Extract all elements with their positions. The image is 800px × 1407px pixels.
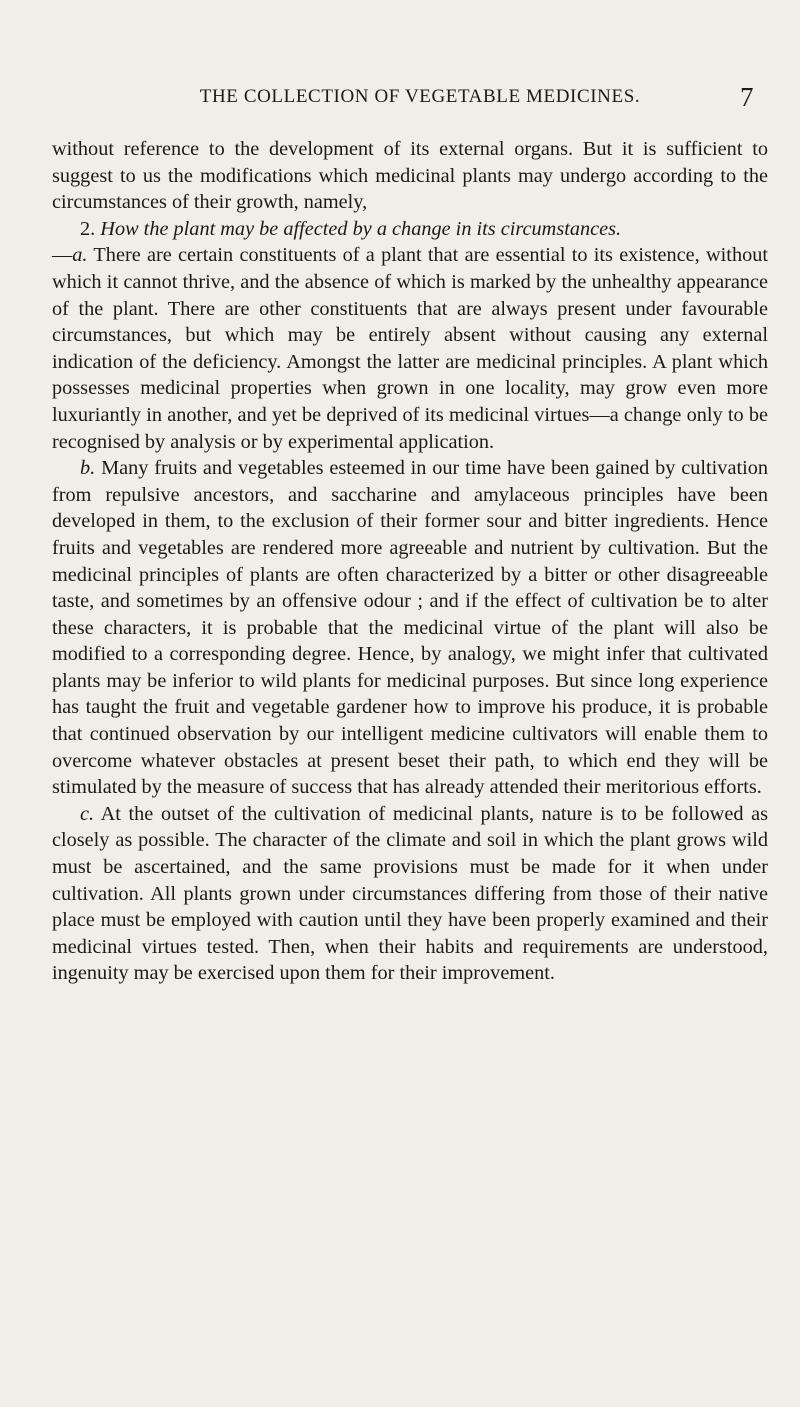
paragraph-section-2 xyxy=(52,216,768,455)
paragraph-text: There are certain constituents of a plant that are essential to its existence, without which it cannot thrive, and the absence of which is marked by the unhealthy appearance of the plant. There are other constituents that are always present under favourable circumstances, but which may be entirely absent without causing any external indication of the deficiency. Amongst the latter are medicinal principles. A plant which possesses medicinal properties when grown in one locality, may grow even more luxuriantly in another, and yet be deprived of its medicinal virtues—a change only to be recognised by analysis or by experimental application. xyxy=(52,244,768,453)
paragraph-text: Many fruits and vegetables esteemed in our time have been gained by cultivation from repulsive ancestors, and saccharine and amylaceous principles have been developed in them, to the exclusion of their former sour and bitter ingredients. Hence fruits and vegetables are rendered more agreeable and nutrient by cultivation. But the medicinal principles of plants are often characterized by a bitter or other disagreeable taste, and sometimes by an offensive odour ; and if the effect of cultivation be to alter these characters, it is probable that the medicinal virtue of the plant will also be modified to a corresponding degree. Hence, by analogy, we might infer that cultivated plants may be inferior to wild plants for medicinal purposes. But since long experience has taught the fruit and vegetable gardener how to improve his produce, it is probable that continued observation by our intelligent medicine cultivators will enable them to overcome whatever obstacles at present beset their path, to which end they will be stimulated by the measure of success that has already attended their meritorious efforts. xyxy=(52,457,768,799)
subsection-marker-c: c. xyxy=(80,802,95,825)
em-dash: — xyxy=(52,244,73,267)
page-header xyxy=(120,82,754,114)
subsection-marker-b: b. xyxy=(80,457,96,480)
page-number: 7 xyxy=(740,82,754,112)
running-title: THE COLLECTION OF VEGETABLE MEDICINES. xyxy=(199,86,641,107)
body-text xyxy=(52,136,768,987)
paragraph-continuation xyxy=(52,136,768,216)
paragraph-text: without reference to the development of its external organs. But it is sufficient to suggest to us the modifications which medicinal plants may undergo according to the circumstances of their growth, namely, xyxy=(52,138,768,214)
section-number: 2. xyxy=(80,217,96,240)
section-heading: How the plant may be affected by a change in its circumstances. xyxy=(100,217,622,240)
subsection-marker-a: a. xyxy=(72,244,88,267)
paragraph-b xyxy=(52,455,768,801)
paragraph-c xyxy=(52,801,768,987)
paragraph-text: At the outset of the cultivation of medicinal plants, nature is to be followed as closely as possible. The character of the climate and soil in which the plant grows wild must be ascertained, and the same provisions must be made for it when under cultivation. All plants grown under circumstances differing from those of their native place must be employed with caution until they have been properly examined and their medicinal virtues tested. Then, when their habits and requirements are understood, ingenuity may be exercised upon them for their improvement. xyxy=(52,802,768,985)
